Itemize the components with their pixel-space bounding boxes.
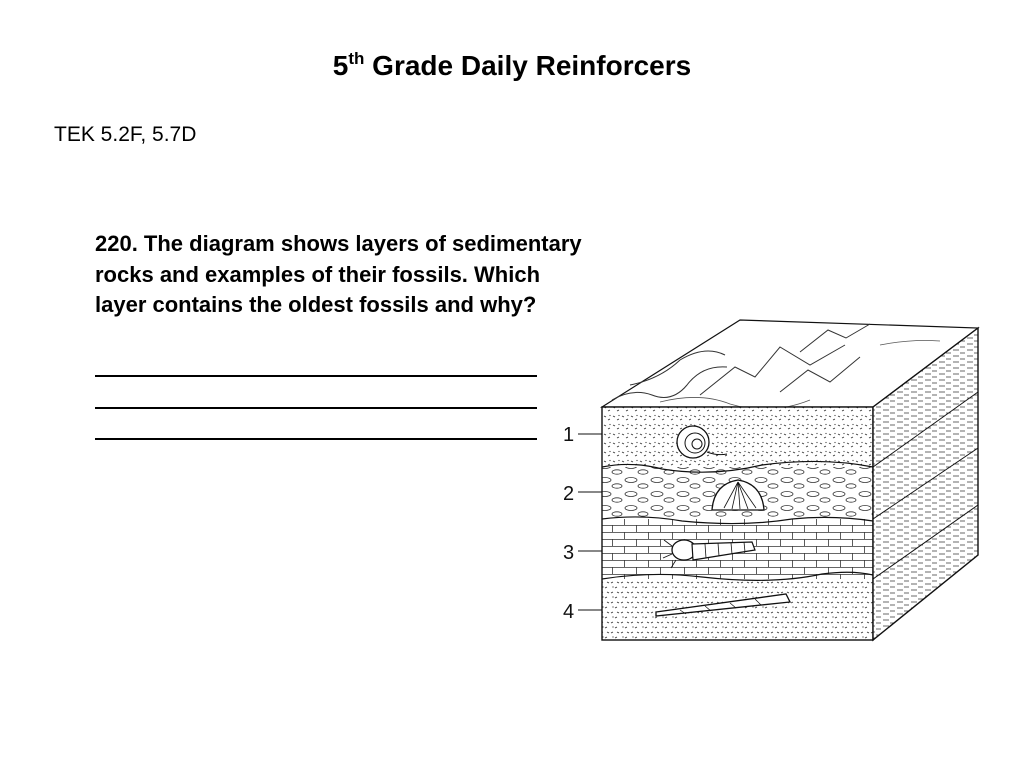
layer-4 [602, 579, 873, 640]
question-line: rocks and examples of their fossils. Which [95, 261, 541, 287]
standards-reference: TEK 5.2F, 5.7D [54, 123, 197, 146]
answer-line-3[interactable] [95, 438, 537, 440]
question-line: layer contains the oldest fossils and why? [95, 292, 537, 317]
title-suffix: th [348, 49, 365, 68]
page-title [0, 50, 1024, 82]
layer-label-4: 4 [563, 601, 575, 623]
answer-line-1[interactable] [95, 375, 537, 377]
question-line: 220. The diagram shows layers of sedimentary [95, 231, 582, 256]
question-text [95, 229, 675, 321]
title-number: 5 [332, 50, 349, 81]
answer-line-2[interactable] [95, 407, 537, 409]
rock-layers-diagram [545, 310, 985, 650]
layer-label-3: 3 [563, 542, 575, 564]
layer-label-1: 1 [563, 424, 575, 446]
layer-label-2: 2 [563, 483, 575, 505]
title-rest: Grade Daily Reinforcers [364, 50, 692, 81]
layer-1 [602, 407, 873, 467]
